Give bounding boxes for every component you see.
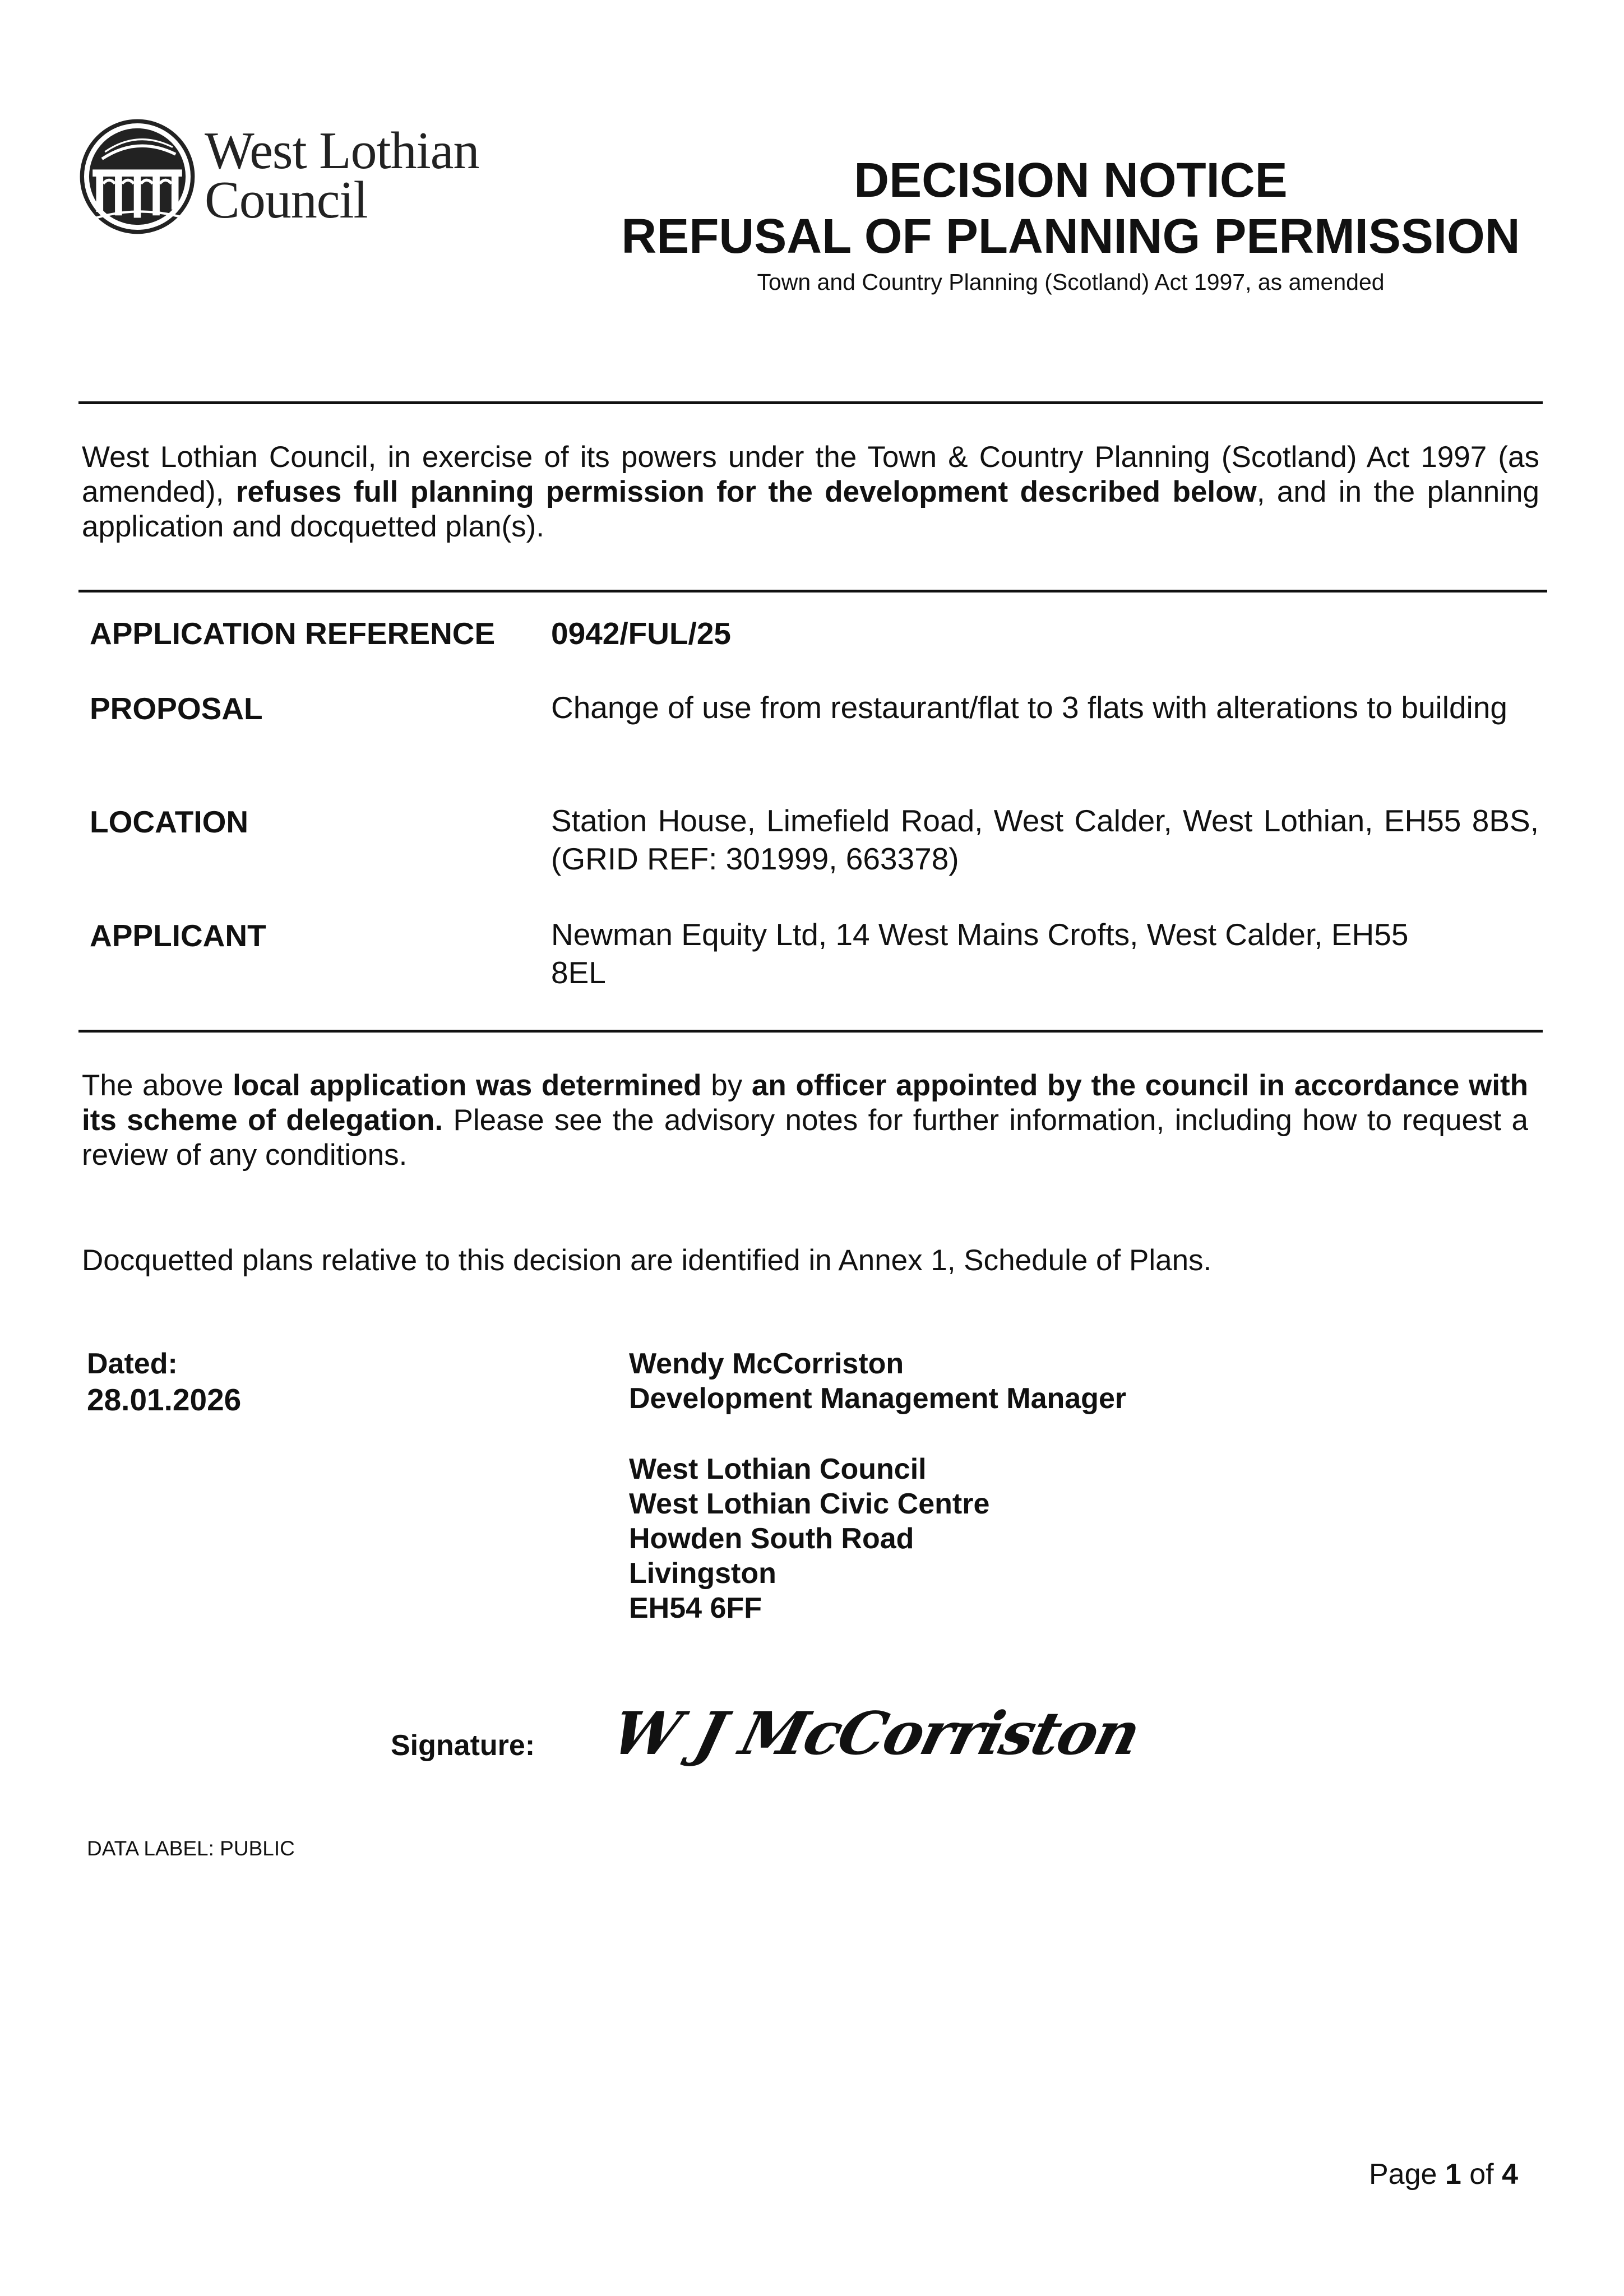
applicant-value (551, 915, 1408, 992)
divider-details-top (78, 590, 1547, 592)
determination-text-3: Please see the advisory notes for further information, including how to request a review of any conditions. (82, 1104, 1528, 1172)
signature-label: Signature: (391, 1729, 535, 1762)
intro-text-2: , and in the planning application and docquetted plan(s). (82, 475, 1539, 543)
page-prefix: Page (1369, 2158, 1445, 2191)
dated-block (87, 1346, 241, 1418)
divider-top (78, 401, 1543, 404)
applicant-label: APPLICANT (90, 918, 266, 953)
determination-text-1: The above (82, 1069, 233, 1102)
determination-paragraph (82, 1068, 1528, 1173)
officer-role: Development Management Manager (629, 1382, 1127, 1415)
page-current: 1 (1445, 2158, 1461, 2191)
officer-name: Wendy McCorriston (629, 1348, 904, 1380)
notice-title: DECISION NOTICE (854, 153, 1288, 207)
location-label: LOCATION (90, 804, 249, 839)
intro-paragraph (82, 440, 1539, 544)
address-line: West Lothian Council (629, 1453, 927, 1485)
divider-details-bottom (78, 1030, 1543, 1033)
intro-text-1: West Lothian Council, in exercise of its powers under the Town & Country Planning (Scotland) Act 1997 (as amended), (82, 441, 1539, 508)
location-value: Station House, Limefield Road, West Calder, West Lothian, EH55 8BS, (GRID REF: 301999, 663378) (551, 803, 1539, 876)
council-logo-text (205, 122, 479, 229)
address-line: EH54 6FF (629, 1592, 762, 1624)
application-reference-value: 0942/FUL/25 (551, 616, 732, 651)
dated-label: Dated: (87, 1348, 178, 1380)
data-label: DATA LABEL: PUBLIC (87, 1837, 295, 1860)
docquetted-note: Docquetted plans relative to this decision are identified in Annex 1, Schedule of Plans. (82, 1244, 1212, 1277)
application-reference-label: APPLICATION REFERENCE (90, 616, 496, 651)
page-total: 4 (1502, 2158, 1518, 2191)
applicant-line-1: Newman Equity Ltd, 14 West Mains Crofts, West Calder, EH55 (551, 917, 1409, 952)
determination-text-2: by (701, 1069, 752, 1102)
applicant-line-2: 8EL (551, 955, 606, 990)
officer-block (629, 1346, 1126, 1626)
logo-line2: Council (205, 171, 368, 229)
handwritten-signature: W J McCorriston (605, 1698, 1146, 1768)
council-logo (78, 115, 527, 244)
intro-decision: refuses full planning permission for the development described below (235, 475, 1257, 508)
determination-bold-1: local application was determined (233, 1069, 702, 1102)
proposal-label: PROPOSAL (90, 691, 263, 726)
viaduct-emblem-icon (78, 118, 196, 235)
address-line: Livingston (629, 1557, 776, 1590)
proposal-value: Change of use from restaurant/flat to 3 flats with alterations to building (551, 690, 1507, 725)
address-line: Howden South Road (629, 1522, 914, 1555)
page-middle: of (1461, 2158, 1502, 2191)
logo-line1: West Lothian (205, 122, 479, 180)
determination-bold-2: an officer appointed by the council in accordance with its scheme of delegation. (82, 1069, 1528, 1137)
page-indicator (1369, 2157, 1518, 2192)
act-reference: Town and Country Planning (Scotland) Act 1997, as amended (757, 269, 1385, 295)
notice-subtitle: REFUSAL OF PLANNING PERMISSION (621, 209, 1520, 263)
dated-value: 28.01.2026 (87, 1382, 242, 1417)
address-line: West Lothian Civic Centre (629, 1488, 990, 1520)
